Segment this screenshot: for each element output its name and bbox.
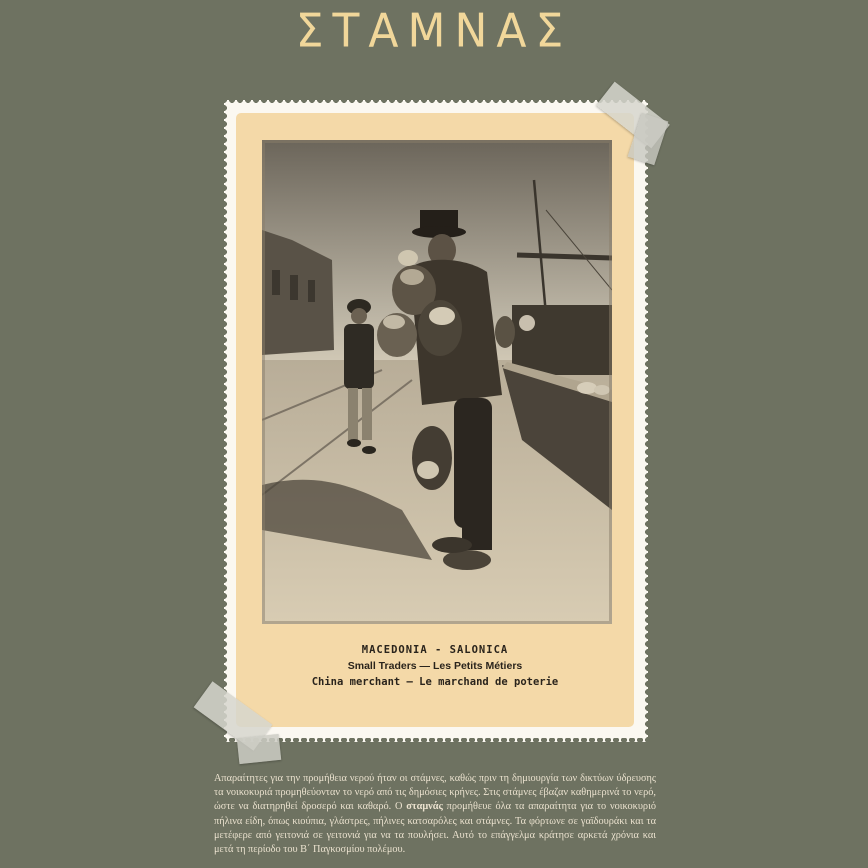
background-man	[344, 324, 374, 389]
photo-illustration	[262, 140, 612, 624]
vintage-photo	[262, 140, 612, 624]
description-paragraph	[214, 772, 656, 857]
postcard-caption-location: MACEDONIA - SALONICA	[361, 644, 509, 656]
postcard-caption-subject: China merchant — Le marchand de poterie	[311, 676, 559, 688]
description-part-2: προμήθευε όλα τα απαραίτητα για το νοικοκυριό πήλινα είδη, όπως κιούπια, γλάστρες, πήλινες κατσαρόλες και στάμνες. Τα φόρτωνε σε γαϊδουράκι και τα μετέφερε από γειτονιά σε γειτονιά για να τα πουλήσει. Αυτό το επάγγελμα κράτησε αρκετά χρόνια και μετά τη περίοδο του Β΄ Παγκοσμίου πολέμου.	[214, 801, 656, 856]
postcard-caption-series: Small Traders — Les Petits Métiers	[347, 660, 523, 672]
shoe	[443, 550, 491, 570]
description-highlight: σταμνάς	[406, 801, 443, 813]
description-part-1: Απαραίτητες για την προμήθεια νερού ήταν οι στάμνες, καθώς πριν τη δημιουργία των δικτύων ύδρευσης τα νοικοκυριά προμηθεύονταν το νερό από τις δημόσιες κρήνες. Στις στάμνες έβαζαν καθημερινά το νερό, ώστε να διατηρηθεί δροσερό και καθαρό. Ο	[214, 773, 656, 813]
tape-bottom-left-piece	[237, 734, 281, 764]
page-title: ΣΤΑΜΝΑΣ	[295, 4, 573, 59]
pottery-right	[495, 316, 515, 348]
hanging-jug	[412, 426, 452, 490]
